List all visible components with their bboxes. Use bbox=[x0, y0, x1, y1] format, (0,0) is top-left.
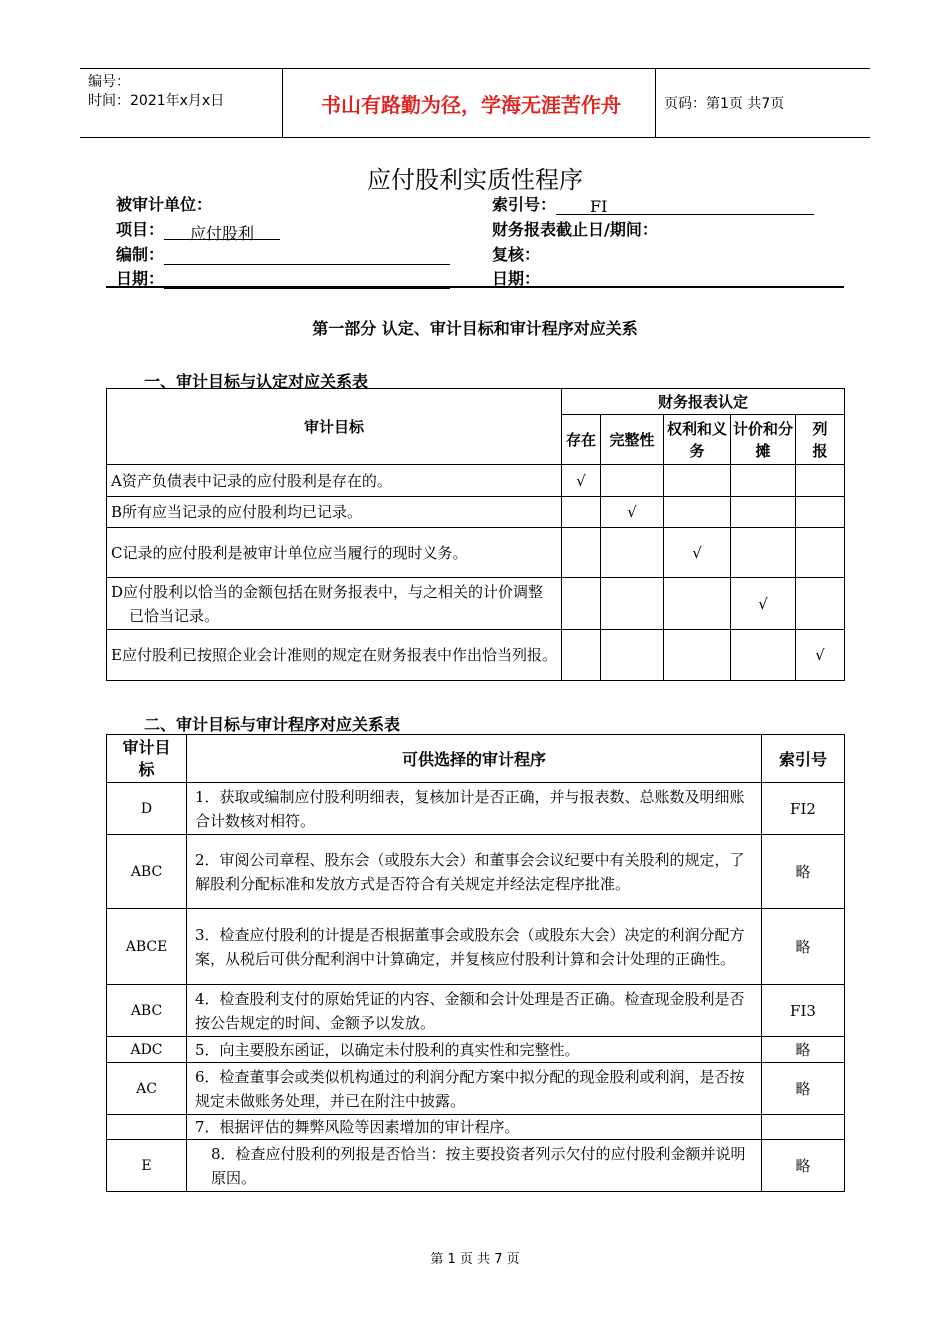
check-cell: √ bbox=[731, 578, 796, 630]
goal-cell: ADC bbox=[107, 1037, 187, 1063]
date2-label: 日期： bbox=[492, 269, 541, 288]
procedure-cell: 5．向主要股东函证，以确定未付股利的真实性和完整性。 bbox=[187, 1037, 762, 1063]
ref-cell: 略 bbox=[762, 1140, 845, 1192]
check-cell bbox=[796, 578, 845, 630]
table-row bbox=[107, 528, 845, 578]
prepared-field bbox=[116, 242, 450, 265]
check-cell bbox=[796, 465, 845, 497]
goal-cell: AC bbox=[107, 1063, 187, 1115]
procedure-cell: 6．检查董事会或类似机构通过的利润分配方案中拟分配的现金股利或利润，是否按规定未做账务处理，并已在附注中披露。 bbox=[187, 1063, 762, 1115]
procedure-cell: 1．获取或编制应付股利明细表，复核加计是否正确，并与报表数、总账数及明细账合计数核对相符。 bbox=[187, 783, 762, 835]
check-cell bbox=[601, 630, 664, 681]
motto: 书山有路勤为径，学海无涯苦作舟 bbox=[321, 92, 621, 117]
goal-cell: B所有应当记录的应付股利均已记录。 bbox=[107, 497, 562, 528]
goal-column-header: 审计目标 bbox=[107, 735, 187, 783]
goal-cell: ABC bbox=[107, 985, 187, 1037]
document-title: 应付股利实质性程序 bbox=[367, 166, 583, 194]
goal-cell: A资产负债表中记录的应付股利是存在的。 bbox=[107, 465, 562, 497]
check-cell: √ bbox=[796, 630, 845, 681]
goal-cell: E应付股利已按照企业会计准则的规定在财务报表中作出恰当列报。 bbox=[107, 630, 562, 681]
table-row bbox=[107, 1063, 845, 1115]
header-rule bbox=[106, 286, 844, 288]
check-cell bbox=[664, 465, 731, 497]
table-row bbox=[107, 578, 845, 630]
table2-caption: 二、审计目标与审计程序对应关系表 bbox=[144, 715, 401, 734]
check-cell bbox=[601, 528, 664, 578]
date-label: 日期： bbox=[116, 269, 165, 288]
section-title: 第一部分 认定、审计目标和审计程序对应关系 bbox=[312, 319, 638, 338]
ref-cell: 略 bbox=[762, 1063, 845, 1115]
check-cell bbox=[664, 630, 731, 681]
goal-cell: ABC bbox=[107, 835, 187, 909]
col-rights: 权利和义务 bbox=[664, 415, 731, 465]
project-label: 项目： bbox=[116, 220, 165, 239]
table-row bbox=[107, 985, 845, 1037]
time-label: 时间：2021年x月x日 bbox=[88, 93, 225, 109]
goal-header: 审计目标 bbox=[107, 389, 562, 465]
check-cell bbox=[562, 578, 601, 630]
procedure-cell: 4．检查股利支付的原始凭证的内容、金额和会计处理是否正确。检查现金股利是否按公告规定的时间、金额予以发放。 bbox=[187, 985, 762, 1037]
table-row bbox=[107, 1037, 845, 1063]
assertion-header: 财务报表认定 bbox=[562, 389, 845, 415]
check-cell bbox=[562, 630, 601, 681]
check-cell: √ bbox=[664, 528, 731, 578]
col-completeness: 完整性 bbox=[601, 415, 664, 465]
index-field bbox=[492, 192, 814, 215]
check-cell bbox=[796, 497, 845, 528]
auditee-label: 被审计单位： bbox=[116, 195, 213, 214]
index-value: FI bbox=[556, 197, 814, 215]
project-field bbox=[116, 217, 280, 243]
check-cell bbox=[731, 497, 796, 528]
table-row bbox=[107, 465, 845, 497]
ref-cell: 略 bbox=[762, 835, 845, 909]
col-valuation: 计价和分摊 bbox=[731, 415, 796, 465]
check-cell bbox=[664, 497, 731, 528]
ref-cell: 略 bbox=[762, 909, 845, 985]
check-cell bbox=[731, 630, 796, 681]
goal-cell: E bbox=[107, 1140, 187, 1192]
procedure-cell: 3．检查应付股利的计提是否根据董事会或股东会（或股东大会）决定的利润分配方案，从税后可供分配利润中计算确定，并复核应付股利计算和会计处理的正确性。 bbox=[187, 909, 762, 985]
table-row bbox=[107, 909, 845, 985]
check-cell bbox=[731, 528, 796, 578]
procedure-cell: 7．根据评估的舞弊风险等因素增加的审计程序。 bbox=[187, 1115, 762, 1140]
index-label: 索引号： bbox=[492, 195, 557, 214]
goal-cell bbox=[107, 1115, 187, 1140]
table-row bbox=[107, 630, 845, 681]
check-cell bbox=[664, 578, 731, 630]
table-row bbox=[107, 783, 845, 835]
procedure-table bbox=[106, 734, 845, 1192]
ref-cell bbox=[762, 1115, 845, 1140]
check-cell bbox=[601, 578, 664, 630]
prepared-label: 编制： bbox=[116, 245, 165, 264]
goal-cell: D应付股利以恰当的金额包括在财务报表中，与之相关的计价调整已恰当记录。 bbox=[107, 578, 562, 630]
col-presentation: 列报 bbox=[796, 415, 845, 465]
check-cell: √ bbox=[601, 497, 664, 528]
check-cell bbox=[562, 497, 601, 528]
goal-cell: C记录的应付股利是被审计单位应当履行的现时义务。 bbox=[107, 528, 562, 578]
goal-cell: ABCE bbox=[107, 909, 187, 985]
table1-caption: 一、审计目标与认定对应关系表 bbox=[144, 372, 369, 391]
goal-cell: D bbox=[107, 783, 187, 835]
check-cell bbox=[601, 465, 664, 497]
page-info: 页码：第1页 共7页 bbox=[664, 96, 785, 112]
ref-cell: 略 bbox=[762, 1037, 845, 1063]
prepared-line bbox=[164, 246, 450, 265]
assertion-table bbox=[106, 388, 845, 681]
table-row bbox=[107, 1115, 845, 1140]
number-label: 编号： bbox=[88, 74, 130, 90]
check-cell bbox=[796, 528, 845, 578]
project-value: 应付股利 bbox=[164, 221, 280, 240]
table-row bbox=[107, 497, 845, 528]
procedure-cell: 2．审阅公司章程、股东会（或股东大会）和董事会会议纪要中有关股利的规定，了解股利分配标准和发放方式是否符合有关规定并经法定程序批准。 bbox=[187, 835, 762, 909]
page-header bbox=[80, 68, 870, 138]
review-label: 复核： bbox=[492, 245, 541, 264]
table-row bbox=[107, 835, 845, 909]
procedure-cell: 8．检查应付股利的列报是否恰当：按主要投资者列示欠付的应付股利金额并说明原因。 bbox=[187, 1140, 762, 1192]
ref-cell: FI3 bbox=[762, 985, 845, 1037]
table-row bbox=[107, 1140, 845, 1192]
check-cell: √ bbox=[562, 465, 601, 497]
check-cell bbox=[731, 465, 796, 497]
col-existence: 存在 bbox=[562, 415, 601, 465]
check-cell bbox=[562, 528, 601, 578]
header-left bbox=[88, 73, 224, 111]
ref-cell: FI2 bbox=[762, 783, 845, 835]
period-label: 财务报表截止日/期间： bbox=[492, 220, 658, 239]
page-footer: 第 1 页 共 7 页 bbox=[430, 1252, 520, 1267]
procedure-column-header: 可供选择的审计程序 bbox=[187, 735, 762, 783]
ref-column-header: 索引号 bbox=[762, 735, 845, 783]
